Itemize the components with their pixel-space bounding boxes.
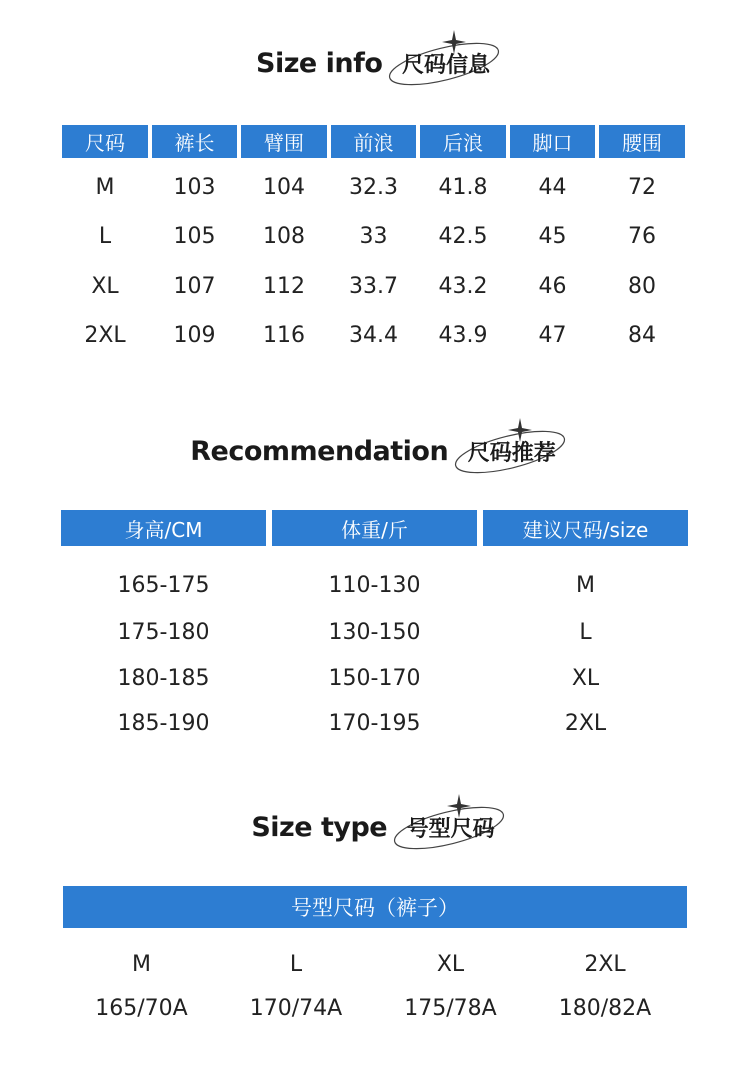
size-type-code-cell: 175/78A: [404, 996, 497, 1021]
recommendation-cell: 185-190: [117, 711, 210, 736]
size-type-code-cell: 180/82A: [558, 996, 652, 1021]
size-info-title-zh-text: 尺码信息: [401, 53, 490, 78]
size-info-header-cell: 尺码: [62, 125, 148, 158]
recommendation-header-cell: 身高/CM: [61, 510, 266, 546]
size-info-cell: 45: [538, 224, 567, 249]
recommendation-cell: 110-130: [328, 573, 421, 598]
recommendation-title-zh-wrap: [464, 436, 560, 467]
size-info-header-cell: 腰围: [599, 125, 685, 158]
size-info-cell: 34.4: [349, 323, 398, 348]
size-type-title: [0, 812, 750, 843]
size-info-cell: 41.8: [438, 175, 488, 200]
size-info-cell: 33: [359, 224, 388, 249]
recommendation-cell: 175-180: [117, 620, 210, 645]
size-info-cell: 33.7: [349, 274, 398, 299]
size-type-title-en: Size type: [251, 812, 388, 843]
size-info-cell: 43.2: [438, 274, 488, 299]
recommendation-header-cell: 体重/斤: [272, 510, 477, 546]
size-info-cell: 42.5: [438, 224, 488, 249]
recommendation-cell: XL: [571, 666, 600, 691]
size-info-title-zh-wrap: [398, 48, 494, 79]
size-info-cell: 109: [173, 323, 216, 348]
recommendation-cell: 165-175: [117, 573, 210, 598]
size-info-cell: 76: [628, 224, 656, 249]
recommendation-cell: L: [579, 620, 592, 645]
size-info-header-cell: 臂围: [241, 125, 327, 158]
size-type-size-cell: 2XL: [584, 952, 626, 977]
recommendation-cell: 170-195: [328, 711, 421, 736]
size-info-cell: 107: [173, 274, 216, 299]
recommendation-title-en: Recommendation: [190, 436, 449, 467]
size-info-title: [0, 48, 750, 79]
size-info-cell: 2XL: [84, 323, 126, 348]
size-info-cell: 112: [263, 274, 305, 299]
recommendation-header-cell: 建议尺码/size: [483, 510, 688, 546]
size-type-header-bar: 号型尺码（裤子）: [63, 886, 687, 928]
size-type-size-cell: M: [132, 952, 151, 977]
recommendation-title: [0, 436, 750, 467]
size-info-header-cell: 裤长: [152, 125, 237, 158]
size-type-code-cell: 170/74A: [249, 996, 343, 1021]
size-info-title-en: Size info: [256, 48, 383, 79]
recommendation-title-zh-text: 尺码推荐: [467, 441, 556, 466]
size-info-cell: 72: [628, 175, 656, 200]
size-type-title-zh-wrap: [403, 812, 499, 843]
size-info-cell: 43.9: [438, 323, 488, 348]
size-info-header-cell: 前浪: [331, 125, 416, 158]
recommendation-cell: M: [576, 573, 595, 598]
size-info-cell: M: [95, 175, 115, 200]
size-info-cell: 105: [173, 224, 216, 249]
size-info-header-cell: 后浪: [420, 125, 506, 158]
size-info-cell: 46: [538, 274, 567, 299]
size-info-cell: 108: [263, 224, 305, 249]
size-info-cell: 116: [263, 323, 305, 348]
size-info-cell: 47: [538, 323, 567, 348]
size-info-header-cell: 脚口: [510, 125, 595, 158]
size-type-code-cell: 165/70A: [95, 996, 188, 1021]
size-type-size-cell: XL: [436, 952, 465, 977]
size-info-cell: XL: [91, 274, 119, 299]
size-info-cell: 104: [263, 175, 305, 200]
recommendation-cell: 150-170: [328, 666, 421, 691]
size-info-cell: 32.3: [349, 175, 398, 200]
size-info-cell: 80: [628, 274, 656, 299]
size-info-cell: 84: [628, 323, 656, 348]
size-info-cell: 103: [173, 175, 216, 200]
recommendation-cell: 180-185: [117, 666, 210, 691]
size-type-title-zh-text: 号型尺码: [406, 817, 495, 842]
size-info-cell: L: [98, 224, 112, 249]
recommendation-cell: 2XL: [564, 711, 607, 736]
recommendation-cell: 130-150: [328, 620, 421, 645]
size-info-cell: 44: [538, 175, 567, 200]
size-type-size-cell: L: [289, 952, 303, 977]
